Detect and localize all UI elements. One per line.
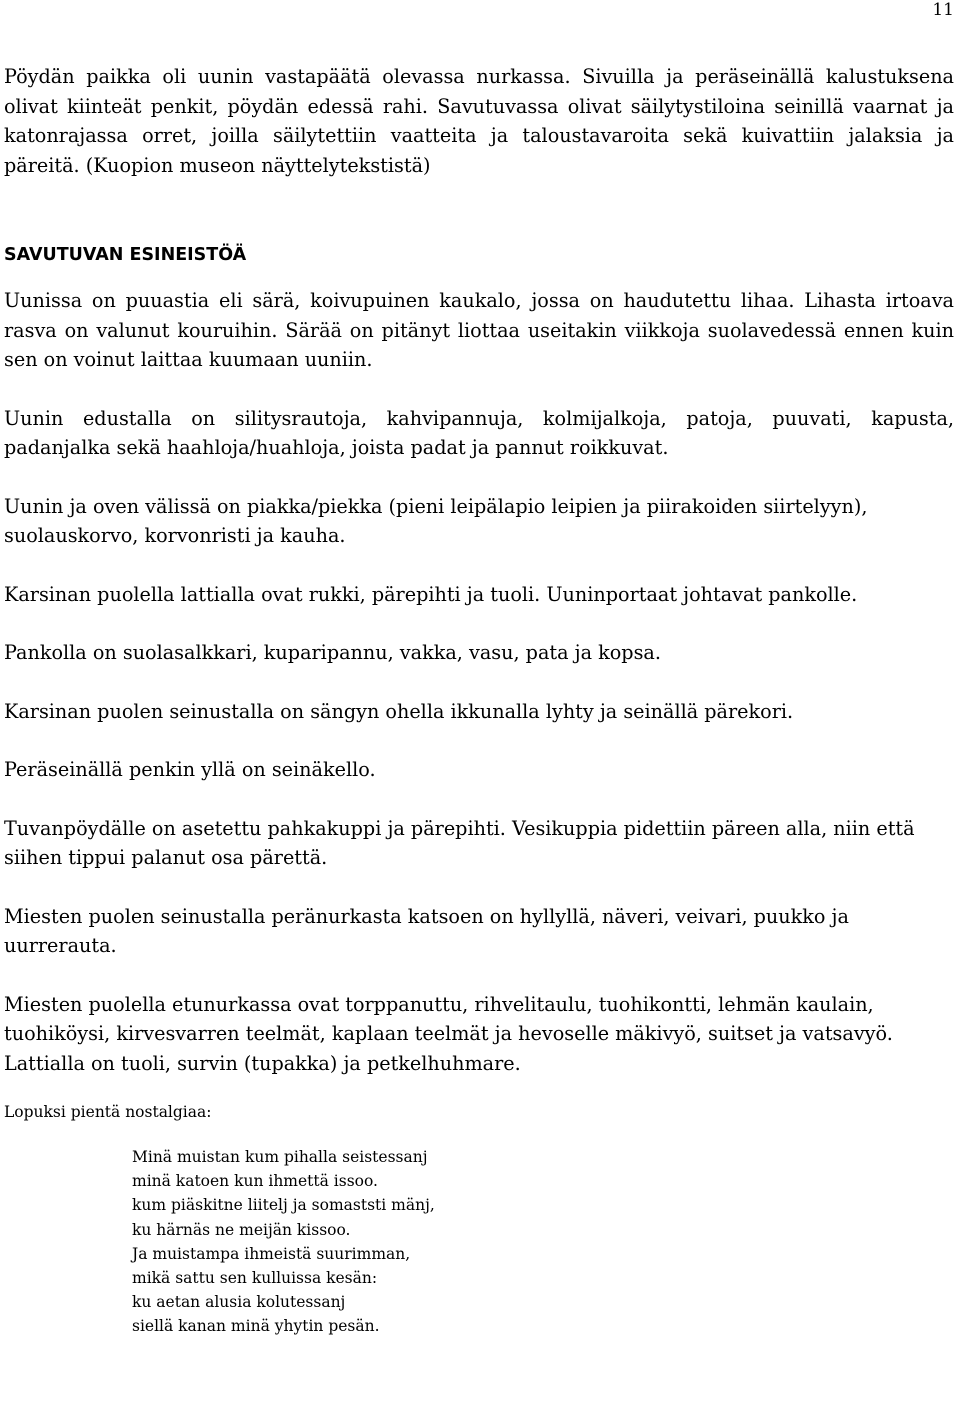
paragraph-miesten-seinusta: Miesten puolen seinustalla peränurkasta katsoen on hyllyllä, näveri, veivari, puukko ja uurrerauta. [4, 904, 849, 957]
intro-paragraph: Pöydän paikka oli uunin vastapäätä olevassa nurkassa. Sivuilla ja peräseinällä kalustuksena olivat kiinteät penkit, pöydän edessä rahi. Savutuvassa olivat säilytystiloina seinillä vaarnat ja katonrajassa orret, joilla säilytettiin vaatteita ja taloustavaroita sekä kuivattiin jalaksia ja päreitä. (Kuopion museon näyttelytekstistä) [4, 65, 954, 177]
poem-line: Ja muistampa ihmeistä suurimman, [132, 1244, 411, 1263]
paragraph-sara: Uunissa on puuastia eli särä, koivupuinen kaukalo, jossa on haudutettu lihaa. Lihasta irtoava rasva on valunut kouruihin. Särää on pitänyt liottaa useitakin viikkoja suolavedessä ennen kuin sen on voinut laittaa kuumaan uuniin. [4, 289, 954, 371]
poem-line: Minä muistan kum pihalla seistessanj [132, 1148, 428, 1166]
poem-line: siellä kanan minä yhytin pesän. [132, 1317, 380, 1336]
section-heading: SAVUTUVAN ESINEISTÖÄ [4, 245, 247, 265]
poem-line: ku härnäs ne meijän kissoo. [132, 1220, 351, 1239]
paragraph-karsinan-puolella: Karsinan puolella lattialla ovat rukki, pärepihti ja tuoli. Uuninportaat johtavat pankolle. [4, 582, 858, 606]
poem-line: minä katoen kun ihmettä issoo. [132, 1172, 378, 1191]
poem-line: mikä sattu sen kulluissa kesän: [132, 1269, 378, 1288]
page-number: 11 [932, 0, 954, 20]
document-body [4, 62, 954, 1339]
poem-line: ku aetan alusia kolutessanj [132, 1293, 346, 1312]
paragraph-karsinan-seinustalla: Karsinan puolen seinustalla on sängyn ohella ikkunalla lyhty ja seinällä pärekori. [4, 699, 794, 723]
paragraph-uunin-edustalla: Uunin edustalla on silitysrautoja, kahvipannuja, kolmijalkoja, patoja, puuvati, kapusta, padanjalka sekä haahloja/huahloja, joista padat ja pannut roikkuvat. [4, 406, 954, 459]
poem [132, 1145, 954, 1339]
poem-line: kum piäskitne liitelj ja somaststi mänj, [132, 1196, 435, 1215]
nostalgia-intro: Lopuksi pientä nostalgiaa: [4, 1103, 212, 1121]
paragraph-seinakello: Peräseinällä penkin yllä on seinäkello. [4, 758, 376, 781]
paragraph-uunin-ja-oven: Uunin ja oven välissä on piakka/piekka (pieni leipälapio leipien ja piirakoiden siirtelyyn), suolauskorvo, korvonristi ja kauha. [4, 494, 868, 547]
paragraph-pankolla: Pankolla on suolasalkkari, kuparipannu, vakka, vasu, pata ja kopsa. [4, 641, 661, 664]
paragraph-tuvanpoyta: Tuvanpöydälle on asetettu pahkakuppi ja pärepihti. Vesikuppia pidettiin päreen alla, niin että siihen tippui palanut osa pärettä. [4, 816, 915, 869]
paragraph-miesten-etunurkka: Miesten puolella etunurkassa ovat torppanuttu, rihvelitaulu, tuohikontti, lehmän kaulain, tuohiköysi, kirvesvarren teelmät, kaplaan teelmät ja hevoselle mäkivyö, suitset ja vatsavyö. Lattialla on tuoli, survin (tupakka) ja petkelhuhmare. [4, 992, 893, 1075]
